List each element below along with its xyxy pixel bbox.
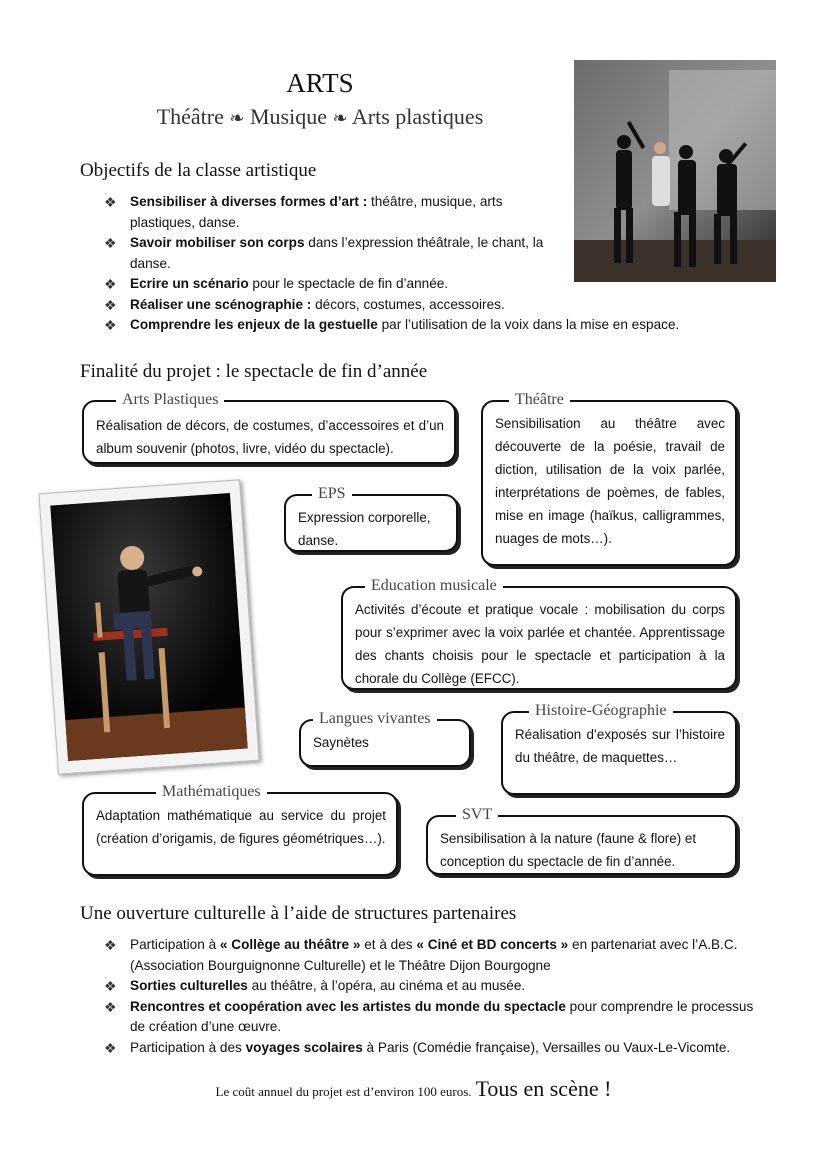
box-label: Arts Plastiques [116, 390, 224, 410]
objective-item: ❖ Ecrire un scénario pour le spectacle de fin d’année. [104, 274, 754, 295]
diamond-bullet-icon: ❖ [104, 235, 117, 251]
diamond-bullet-icon: ❖ [104, 276, 117, 292]
box-label: Théâtre [509, 390, 570, 410]
box-langues-vivantes: Langues vivantes Saynètes [299, 719, 471, 767]
box-theatre: Théâtre Sensibilisation au théâtre avec découverte de la poésie, travail de diction, utilisation de la voix parlée, interprétations de poèmes, de fables, mise en image (haïkus, calligrammes, nuages de mots…). [481, 400, 737, 566]
box-label: Mathématiques [156, 782, 267, 802]
opening-item: ❖ Participation à des voyages scolaires à Paris (Comédie française), Versailles ou Vaux-Le-Vicomte. [104, 1038, 754, 1059]
box-label: Langues vivantes [313, 709, 437, 729]
subtitle-arts: Arts plastiques [351, 104, 484, 129]
diamond-bullet-icon: ❖ [104, 937, 117, 953]
boy-on-chair-photo [38, 479, 259, 774]
objective-item: ❖ Réaliser une scénographie : décors, costumes, accessoires. [104, 295, 754, 316]
box-label: EPS [312, 484, 352, 504]
subtitle-musique: Musique [249, 104, 327, 129]
opening-list [104, 935, 754, 1058]
page-title: ARTS [286, 68, 354, 98]
objectives-heading: Objectifs de la classe artistique [80, 160, 317, 181]
objective-item: ❖ Savoir mobiliser son corps dans l’expression théâtrale, le chant, la danse. [104, 235, 544, 271]
diamond-bullet-icon: ❖ [104, 998, 117, 1015]
diamond-bullet-icon: ❖ [104, 978, 117, 994]
opening-item: ❖ Participation à « Collège au théâtre » et à des « Ciné et BD concerts » en partenariat avec l’A.B.C. (Association Bourguignonne Culturelle) et le Théâtre Dijon Bourgogne [104, 937, 738, 973]
footer [0, 1076, 827, 1102]
objective-item: ❖ Sensibiliser à diverses formes d’art : théâtre, musique, arts plastiques, danse. [104, 194, 503, 230]
objective-item: ❖ Comprendre les enjeux de la gestuelle par l’utilisation de la voix dans la mise en espace. [104, 315, 754, 336]
diamond-bullet-icon: ❖ [104, 317, 117, 333]
opening-heading: Une ouverture culturelle à l’aide de structures partenaires [80, 903, 517, 924]
diamond-bullet-icon: ❖ [104, 1039, 117, 1056]
subtitle-theatre: Théâtre [156, 104, 224, 129]
opening-item: ❖ Rencontres et coopération avec les artistes du monde du spectacle pour comprendre le processus de création d’une œuvre. [104, 998, 754, 1034]
diamond-bullet-icon: ❖ [104, 194, 117, 210]
objectives-list [104, 192, 754, 336]
diamond-bullet-icon: ❖ [104, 296, 117, 313]
page-subtitle [0, 104, 640, 130]
box-svt: SVT Sensibilisation à la nature (faune & flore) et conception du spectacle de fin d’année. [426, 815, 737, 875]
box-eps: EPS Expression corporelle, danse. [284, 494, 458, 552]
slogan-text: Tous en scène ! [475, 1076, 612, 1101]
opening-item: ❖ Sorties culturelles au théâtre, à l’opéra, au cinéma et au musée. [104, 976, 754, 997]
box-label: SVT [456, 805, 498, 825]
fleuron-icon: ❧ [332, 108, 348, 128]
box-label: Education musicale [365, 576, 503, 596]
box-label: Histoire-Géographie [529, 701, 673, 721]
box-histoire-geographie: Histoire-Géographie Réalisation d’exposés sur l’histoire du théâtre, de maquettes… [501, 711, 737, 795]
cost-text: Le coût annuel du projet est d’environ 100 euros. [215, 1084, 472, 1099]
finality-heading: Finalité du projet : le spectacle de fin d’année [80, 361, 428, 382]
box-arts-plastiques: Arts Plastiques Réalisation de décors, de costumes, d’accessoires et d’un album souvenir (photos, livre, vidéo du spectacle). [82, 400, 456, 464]
box-education-musicale: Education musicale Activités d’écoute et pratique vocale : mobilisation du corps pour s’exprimer avec la voix parlée et chantée. Apprentissage des chants choisis pour le spectacle et participation à la chorale du Collège (EFCC). [341, 586, 737, 690]
box-mathematiques: Mathématiques Adaptation mathématique au service du projet (création d’origamis, de figures géométriques…). [82, 792, 398, 876]
fleuron-icon: ❧ [229, 108, 245, 128]
